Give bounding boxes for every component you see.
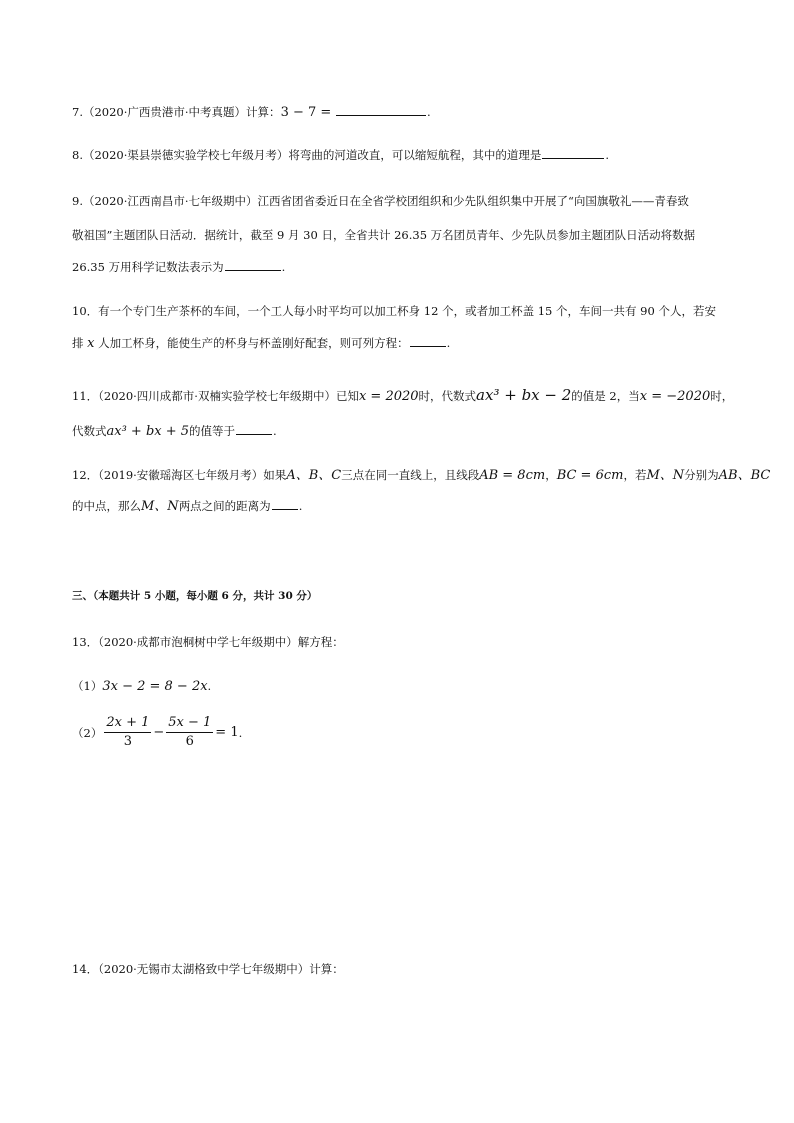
expression-2: ax³ + bx + 5 bbox=[106, 424, 190, 439]
question-7: 7.（2020·广西贵港市·中考真题）计算：3 − 7 = . bbox=[72, 105, 431, 120]
question-12-line-2: 的中点，那么M、N两点之间的距离为 . bbox=[72, 499, 303, 514]
fraction-2: $\frac{5x - 1}{6}$ bbox=[168, 715, 212, 749]
question-9-line-2: 敬祖国”主题团队日活动．据统计，截至 9 月 30 日，全省共计 26.35 万名团员青年、少先队员参加主题团队日活动将数据 bbox=[72, 228, 696, 242]
answer-blank-7[interactable] bbox=[336, 103, 426, 116]
question-11-line-2: 代数式ax³ + bx + 5的值等于 . bbox=[72, 424, 277, 439]
variable-x: x bbox=[87, 336, 95, 351]
section-3-heading: 三、（本题共计 5 小题，每小题 6 分，共计 30 分） bbox=[72, 590, 318, 602]
question-9-line-3: 26.35 万用科学记数法表示为 . bbox=[72, 260, 286, 274]
question-12-line-1: 12．（2019·安徽瑶海区七年级月考）如果A、B、C三点在同一直线上，且线段AB = 8cm，BC = 6cm，若M、N分别为AB、BC bbox=[72, 468, 771, 483]
fraction-1: $\frac{2x + 1}{3}$ bbox=[106, 715, 150, 749]
question-8: 8.（2020·渠县崇德实验学校七年级月考）将弯曲的河道改直，可以缩短航程，其中的道理是 . bbox=[72, 148, 610, 162]
question-7-expression: 3 − 7 = bbox=[280, 105, 332, 120]
answer-blank-8[interactable] bbox=[542, 146, 604, 159]
question-9-line-1: 9.（2020·江西南昌市·七年级期中）江西省团省委近日在全省学校团组织和少先队组织集中开展了“向国旗敬礼——青春致 bbox=[72, 194, 689, 208]
question-14-title: 14．（2020·无锡市太湖格致中学七年级期中）计算： bbox=[72, 962, 344, 976]
question-13-title: 13．（2020·成都市泡桐树中学七年级期中）解方程： bbox=[72, 635, 344, 649]
question-8-text: 8.（2020·渠县崇德实验学校七年级月考）将弯曲的河道改直，可以缩短航程，其中的道理是 bbox=[72, 148, 542, 162]
question-11-line-1: 11．（2020·四川成都市·双楠实验学校七年级期中）已知x = 2020时，代数式ax³ + bx − 2的值是 2，当x = −2020时， bbox=[72, 386, 734, 404]
answer-blank-11[interactable] bbox=[236, 422, 272, 435]
question-7-text: 7.（2020·广西贵港市·中考真题）计算： bbox=[72, 105, 281, 119]
answer-blank-9[interactable] bbox=[225, 258, 281, 271]
question-13-part-1: （1）3x − 2 = 8 − 2x. bbox=[72, 679, 212, 694]
question-13-part-2: （2） $\frac{2x + 1}{3}$ − $\frac{5x - 1}{6}$ = 1 . bbox=[72, 715, 243, 749]
equation-1: 3x − 2 = 8 − 2x bbox=[102, 679, 208, 694]
answer-blank-12[interactable] bbox=[272, 497, 298, 510]
expression-1: ax³ + bx − 2 bbox=[476, 386, 572, 404]
answer-blank-10[interactable] bbox=[410, 334, 446, 347]
question-10-line-2: 排 x 人加工杯身，能使生产的杯身与杯盖刚好配套，则可列方程： . bbox=[72, 336, 451, 351]
question-10-line-1: 10．有一个专门生产茶杯的车间，一个工人每小时平均可以加工杯身 12 个，或者加工杯盖 15 个，车间一共有 90 个人，若安 bbox=[72, 304, 716, 318]
